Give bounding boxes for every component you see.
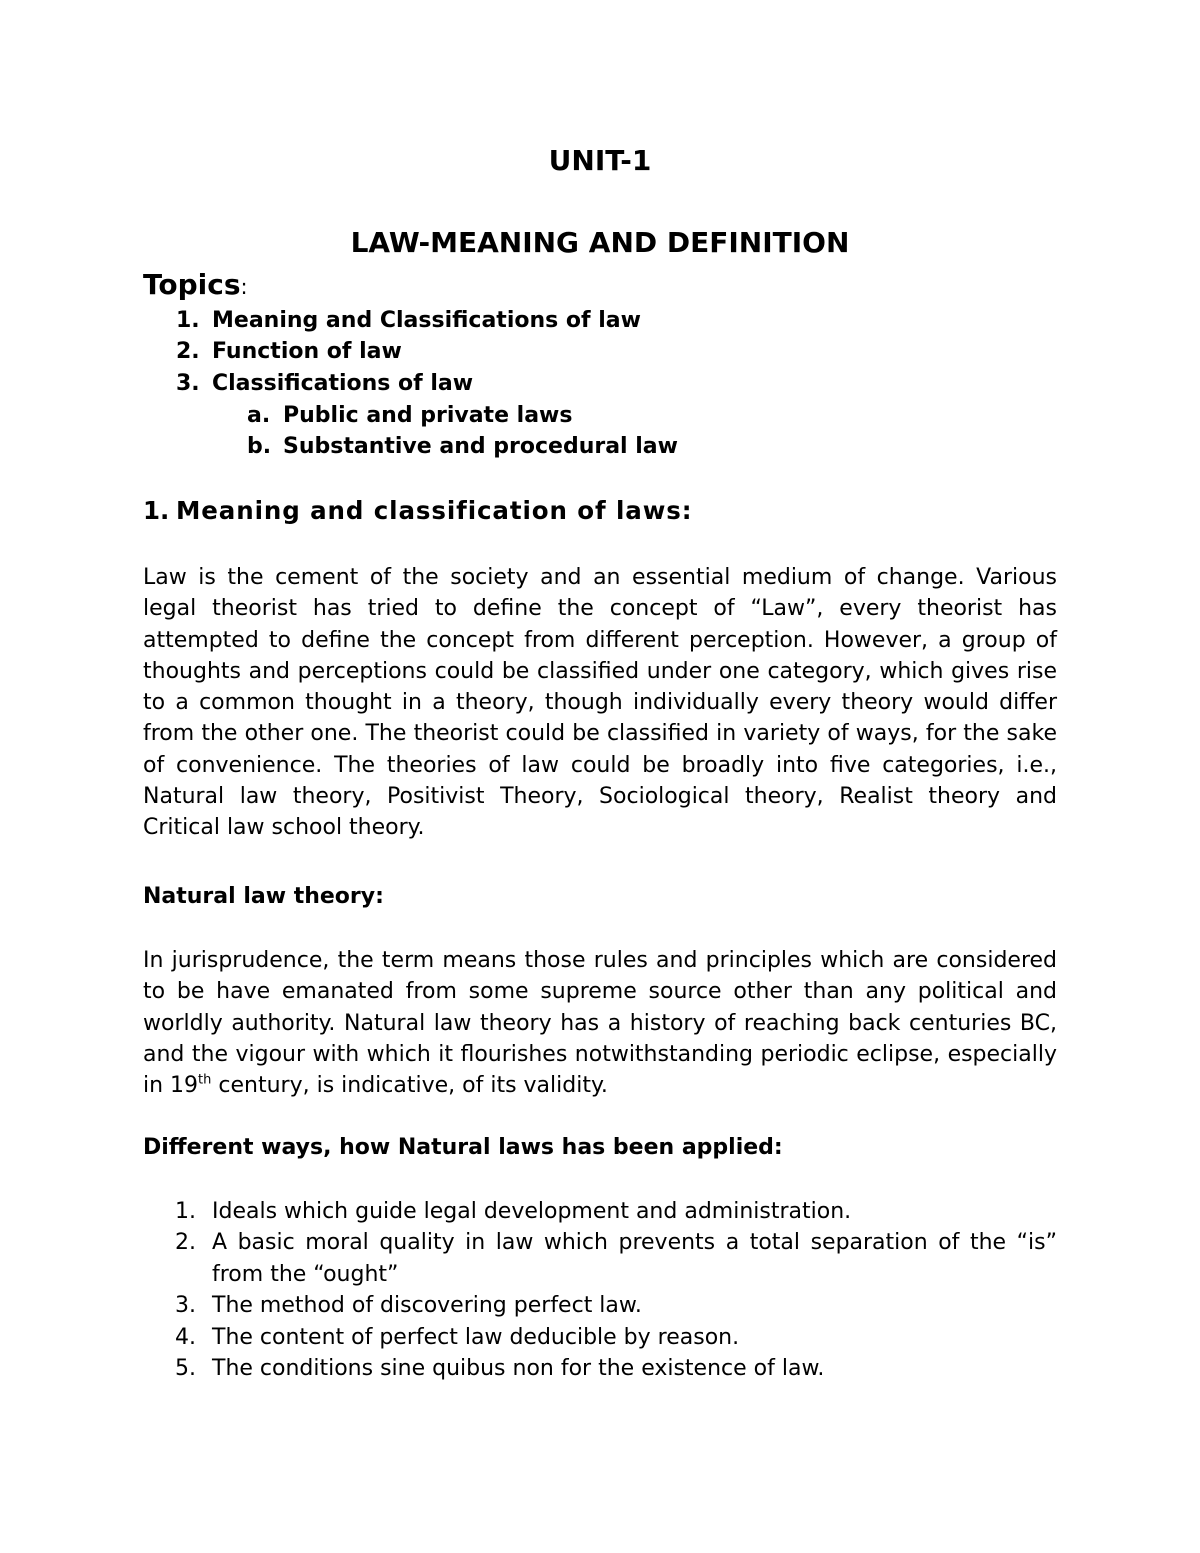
topic-number: 3.	[176, 371, 200, 396]
section-paragraph: Law is the cement of the society and an essential medium of change. Various legal theorist has tried to define the concept of “Law”, every theorist has attempted to define the concept from different perception. However, a group of thoughts and perceptions could be classified under one category, which gives rise to a common thought in a theory, though individually every theory would differ from the other one. The theorist could be classified in variety of ways, for the sake of convenience. The theories of law could be broadly into five categories, i.e., Natural law theory, Positivist Theory, Sociological theory, Realist theory and Critical law school theory.	[143, 565, 1057, 841]
topic-item	[176, 308, 641, 333]
topic-item	[176, 339, 402, 364]
topics-heading	[143, 268, 248, 301]
section-heading	[143, 496, 692, 525]
section-title: Meaning and classification of laws:	[176, 496, 693, 525]
list-item	[143, 1196, 1057, 1227]
list-text: The method of discovering perfect law.	[212, 1293, 642, 1319]
ordinal-suffix: th	[198, 1072, 212, 1088]
subtopic-item	[247, 434, 678, 459]
document-title: LAW-MEANING AND DEFINITION	[350, 226, 850, 259]
subtopic-label: Public and private laws	[283, 403, 573, 428]
applications-list	[143, 1196, 1057, 1384]
subtopic-letter: a.	[247, 403, 271, 428]
list-text: The content of perfect law deducible by reason.	[212, 1324, 740, 1350]
list-number: 2.	[175, 1230, 196, 1256]
subtopic-item	[247, 403, 572, 428]
list-item	[143, 1353, 1057, 1384]
topics-colon: :	[240, 275, 248, 299]
list-text: The conditions sine quibus non for the existence of law.	[212, 1356, 825, 1382]
list-number: 5.	[175, 1356, 196, 1382]
topic-number: 2.	[176, 339, 200, 364]
topic-label: Meaning and Classifications of law	[212, 308, 641, 333]
list-text: A basic moral quality in law which prevents a total separation of the “is” from the “ought”	[212, 1230, 1057, 1287]
list-item	[143, 1227, 1057, 1290]
subtopic-label: Substantive and procedural law	[283, 434, 678, 459]
list-number: 4.	[175, 1324, 196, 1350]
topics-label: Topics	[143, 268, 241, 301]
list-item	[143, 1290, 1057, 1321]
unit-title: UNIT-1	[548, 144, 652, 177]
list-text: Ideals which guide legal development and administration.	[212, 1199, 852, 1224]
topic-label: Classifications of law	[212, 371, 474, 396]
natural-law-text: In jurisprudence, the term means those rules and principles which are considered to be have emanated from some supreme source other than any political and worldly authority. Natural law theory has a history of reaching back centuries BC, and the vigour with which it flourishes notwithstanding periodic eclipse, especially in 19	[143, 948, 1057, 1099]
natural-law-text-end: century, is indicative, of its validity.	[211, 1073, 608, 1099]
section-number: 1.	[143, 496, 170, 525]
list-number: 1.	[175, 1199, 196, 1224]
natural-law-paragraph	[143, 945, 1057, 1101]
topic-number: 1.	[176, 308, 200, 333]
list-number: 3.	[175, 1293, 196, 1319]
list-item	[143, 1322, 1057, 1353]
subtopic-letter: b.	[247, 434, 272, 459]
applications-heading: Different ways, how Natural laws has been applied:	[143, 1135, 783, 1160]
topic-label: Function of law	[212, 339, 402, 364]
natural-law-heading: Natural law theory:	[143, 884, 384, 909]
topic-item	[176, 371, 473, 396]
